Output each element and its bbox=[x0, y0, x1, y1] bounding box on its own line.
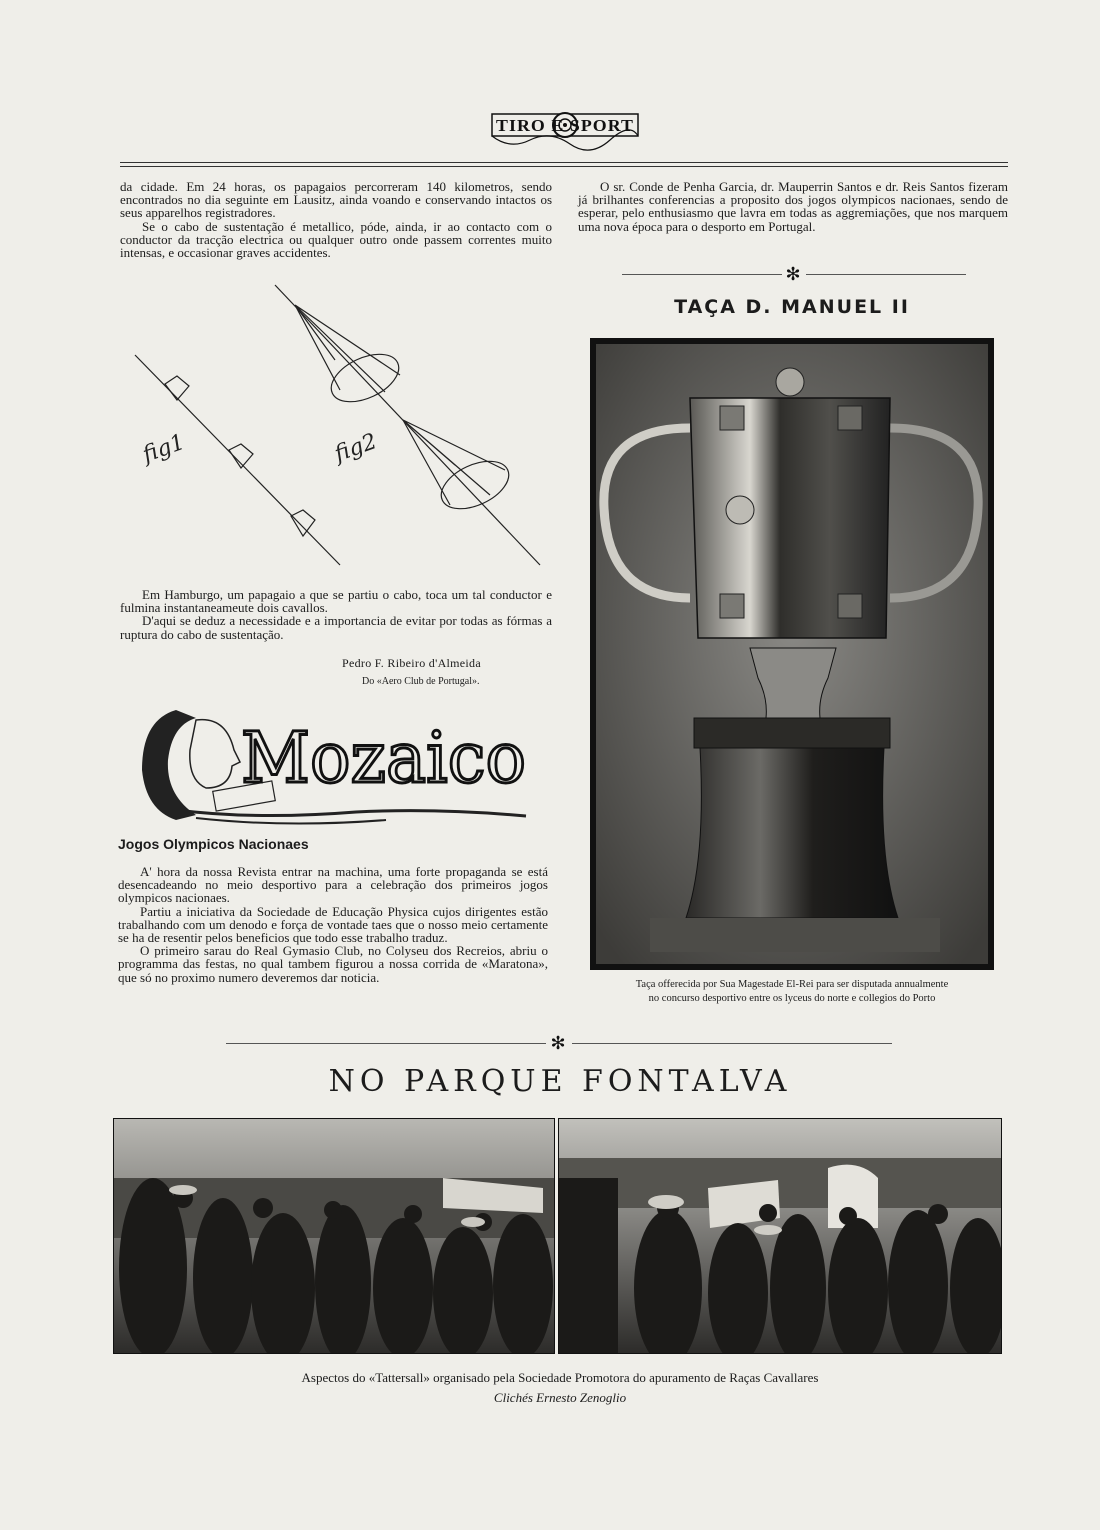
paragraph: Se o cabo de sustentação é metallico, póde, ainda, ir ao contacto com o conductor da tracção electrica ou qualquer outro onde passem correntes muito intensas, e occasionar graves accidentes. bbox=[120, 218, 552, 261]
cup-base-top bbox=[694, 718, 890, 748]
parque-title: NO PARQUE FONTALVA bbox=[328, 1064, 792, 1099]
mozaico-logo-text: Mozaico bbox=[241, 717, 526, 799]
kite-figure bbox=[125, 280, 555, 580]
masthead-rule bbox=[120, 166, 1008, 167]
table bbox=[650, 918, 940, 952]
fig2-label: fig2 bbox=[331, 429, 381, 468]
ornament-rule bbox=[572, 1043, 892, 1044]
cup-ornament bbox=[838, 594, 862, 618]
left-column-middle bbox=[120, 588, 552, 641]
crowd-photo-right bbox=[558, 1118, 1002, 1354]
masthead-rule bbox=[120, 162, 1008, 163]
section-heading: Jogos Olympicos Nacionaes bbox=[118, 836, 309, 852]
author-affiliation: Do «Aero Club de Portugal». bbox=[362, 676, 480, 687]
ornament-rule bbox=[226, 1043, 546, 1044]
photo-credit: Clichés Ernesto Zenoglio bbox=[493, 1390, 627, 1405]
cup-caption-line: Taça offerecida por Sua Magestade El-Rei para ser disputada annualmente bbox=[635, 979, 949, 990]
fig1-label: fig1 bbox=[139, 429, 189, 468]
woman-face bbox=[190, 720, 240, 788]
asterism-icon: ✻ bbox=[785, 264, 801, 284]
right-column-top bbox=[578, 180, 1008, 233]
cup-ornament bbox=[720, 406, 744, 430]
cone-kite bbox=[324, 345, 406, 412]
paragraph: D'aqui se deduz a necessidade e a importancia de evitar por todas as fórmas a ruptura do cabo de sustentação. bbox=[120, 613, 552, 642]
cup-emblem bbox=[726, 496, 754, 524]
cup-ornament bbox=[838, 406, 862, 430]
cone-lines bbox=[403, 420, 505, 505]
ornament-rule bbox=[622, 274, 782, 275]
cup-caption-line: no concurso desportivo entre os lyceus do norte e collegios do Porto bbox=[648, 993, 936, 1004]
cup-ornament bbox=[720, 594, 744, 618]
paragraph: Em Hamburgo, um papagaio a que se partiu o cabo, toca um tal conductor e fulmina instantaneameute dois cavallos. bbox=[120, 587, 552, 616]
kite-shape bbox=[291, 510, 315, 536]
ornament-rule bbox=[806, 274, 966, 275]
paragraph: Partiu a iniciativa da Sociedade de Educação Physica cujos dirigentes estão trabalhando com um denodo e força de vontade taes que o nosso meio certamente se ha de resentir pelos beneficios que todo esse trabalho traduz. bbox=[118, 903, 548, 946]
masthead-logo-text: TIRO E SPORT bbox=[496, 116, 634, 135]
paragraph: da cidade. Em 24 horas, os papagaios percorreram 140 kilometros, sendo encontrados no dia seguinte em Lausitz, ainda voando e conservando intactos os seus apparelhos registradores. bbox=[120, 179, 552, 221]
crowd-photo-left bbox=[113, 1118, 555, 1354]
photo-caption: Aspectos do «Tattersall» organisado pela Sociedade Promotora do apuramento de Raças Cavallares bbox=[301, 1370, 819, 1385]
paragraph: O primeiro sarau do Real Gymasio Club, no Colyseu dos Recreios, abriu o programma das festas, no qual tambem figurou a nossa corrida de «Maratona», que só no proximo numero deveremos dar noticia. bbox=[118, 943, 548, 985]
crown-ornament bbox=[776, 368, 804, 396]
jogos-article bbox=[118, 865, 548, 984]
paragraph: O sr. Conde de Penha Garcia, dr. Mauperrin Santos e dr. Reis Santos fizeram já brilhantes conferencias a proposito dos jogos olympicos nacionaes, sendo de esperar, pelo enthusiasmo que lavra em todas as aggremiações, que nos marquem uma nova época para o desporto em Portugal. bbox=[578, 179, 1008, 234]
left-column-top bbox=[120, 180, 552, 259]
cup-photo bbox=[590, 338, 994, 970]
cup-title: TAÇA D. MANUEL II bbox=[674, 296, 910, 318]
kite-shape bbox=[165, 376, 189, 400]
author-signature: Pedro F. Ribeiro d'Almeida bbox=[342, 656, 481, 670]
cone-kite bbox=[434, 452, 516, 519]
tether-line bbox=[275, 285, 540, 565]
mozaico-logo bbox=[136, 700, 536, 828]
cone-lines bbox=[295, 305, 400, 392]
woman-hair bbox=[142, 710, 196, 820]
masthead-logo bbox=[470, 100, 660, 162]
asterism-icon: ✻ bbox=[550, 1033, 566, 1053]
paragraph: A' hora da nossa Revista entrar na machina, uma forte propaganda se está desencadeando no meio desportivo para a celebração dos primeiros jogos olympicos nacionaes. bbox=[118, 864, 548, 906]
cup-base bbox=[686, 748, 898, 918]
cup-caption bbox=[590, 978, 994, 1006]
